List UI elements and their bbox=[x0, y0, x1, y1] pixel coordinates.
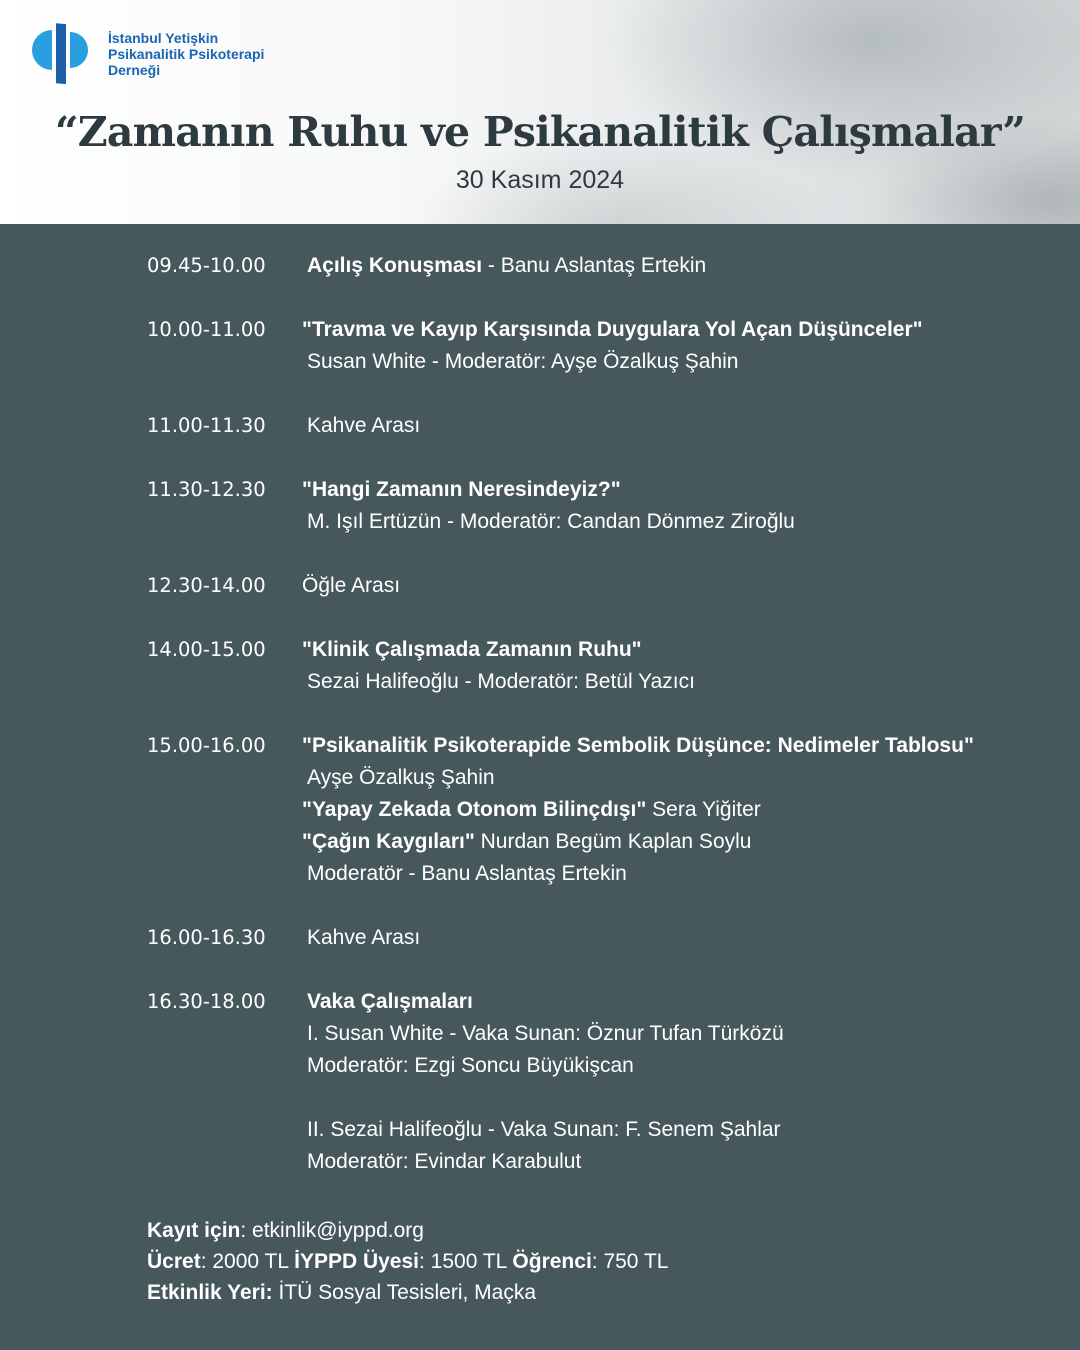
session-time: 09.45-10.00 bbox=[147, 254, 266, 277]
fee-label: Ücret bbox=[147, 1250, 201, 1273]
registration-email: : etkinlik@iyppd.org bbox=[240, 1219, 424, 1242]
session-title: "Hangi Zamanın Neresindeyiz?" bbox=[302, 478, 621, 501]
session-time: 14.00-15.00 bbox=[147, 638, 266, 661]
case-moderator: Moderatör: Evindar Karabulut bbox=[307, 1150, 582, 1173]
registration-line bbox=[147, 1215, 424, 1247]
venue-value: İTÜ Sosyal Tesisleri, Maçka bbox=[272, 1281, 537, 1304]
association-name bbox=[108, 30, 288, 78]
talk-line bbox=[302, 826, 751, 858]
student-fee-value: : 750 TL bbox=[591, 1250, 669, 1273]
event-title: “Zamanın Ruhu ve Psikanalitik Çalışmalar” bbox=[54, 108, 1026, 156]
session-time: 12.30-14.00 bbox=[147, 574, 266, 597]
fee-line bbox=[147, 1246, 668, 1278]
session-speaker: Ayşe Özalkuş Şahin bbox=[307, 766, 495, 789]
logo-line-3: Derneği bbox=[108, 62, 161, 78]
fee-value: : 2000 TL bbox=[200, 1250, 295, 1273]
association-logo-icon bbox=[30, 18, 100, 84]
session-time: 11.00-11.30 bbox=[147, 414, 266, 437]
session-moderator: Moderatör - Banu Aslantaş Ertekin bbox=[307, 862, 627, 885]
session-speaker: Susan White - Moderatör: Ayşe Özalkuş Şahin bbox=[307, 350, 739, 373]
session-title: Kahve Arası bbox=[307, 926, 421, 949]
session-time: 15.00-16.00 bbox=[147, 734, 266, 757]
session-title: Öğle Arası bbox=[302, 574, 401, 597]
session-speaker: Sezai Halifeoğlu - Moderatör: Betül Yazıcı bbox=[307, 670, 695, 693]
session-title: Kahve Arası bbox=[307, 414, 421, 437]
case-presentation: II. Sezai Halifeoğlu - Vaka Sunan: F. Senem Şahlar bbox=[307, 1118, 781, 1141]
talk-speaker: Sera Yiğiter bbox=[646, 798, 761, 821]
session-title bbox=[307, 250, 706, 282]
case-moderator: Moderatör: Ezgi Soncu Büyükişcan bbox=[307, 1054, 634, 1077]
venue-line bbox=[147, 1277, 536, 1309]
event-date: 30 Kasım 2024 bbox=[455, 166, 625, 194]
registration-label: Kayıt için bbox=[147, 1219, 241, 1242]
header-banner bbox=[0, 0, 1080, 224]
session-time: 16.00-16.30 bbox=[147, 926, 266, 949]
session-time: 11.30-12.30 bbox=[147, 478, 266, 501]
member-fee-label: İYPPD Üyesi bbox=[294, 1250, 420, 1273]
session-title-bold: Açılış Konuşması bbox=[307, 254, 483, 277]
session-title: Vaka Çalışmaları bbox=[307, 990, 473, 1013]
member-fee-value: : 1500 TL bbox=[419, 1250, 513, 1273]
student-fee-label: Öğrenci bbox=[512, 1250, 592, 1273]
talk-title: "Yapay Zekada Otonom Bilinçdışı" bbox=[302, 798, 647, 821]
session-time: 10.00-11.00 bbox=[147, 318, 266, 341]
logo-line-2: Psikanalitik Psikoterapi bbox=[108, 46, 265, 62]
logo-line-1: İstanbul Yetişkin bbox=[108, 30, 219, 46]
session-time: 16.30-18.00 bbox=[147, 990, 266, 1013]
session-title: "Travma ve Kayıp Karşısında Duygulara Yol Açan Düşünceler" bbox=[302, 318, 923, 341]
talk-line bbox=[302, 794, 761, 826]
case-presentation: I. Susan White - Vaka Sunan: Öznur Tufan Türközü bbox=[307, 1022, 784, 1045]
session-speaker: - Banu Aslantaş Ertekin bbox=[482, 254, 707, 277]
talk-speaker: Nurdan Begüm Kaplan Soylu bbox=[474, 830, 752, 853]
session-speaker: M. Işıl Ertüzün - Moderatör: Candan Dönmez Ziroğlu bbox=[307, 510, 795, 533]
venue-label: Etkinlik Yeri: bbox=[147, 1281, 273, 1304]
talk-title: "Çağın Kaygıları" bbox=[302, 830, 475, 853]
session-title: "Klinik Çalışmada Zamanın Ruhu" bbox=[302, 638, 642, 661]
association-logo bbox=[30, 18, 280, 84]
session-title: "Psikanalitik Psikoterapide Sembolik Düşünce: Nedimeler Tablosu" bbox=[302, 734, 974, 757]
